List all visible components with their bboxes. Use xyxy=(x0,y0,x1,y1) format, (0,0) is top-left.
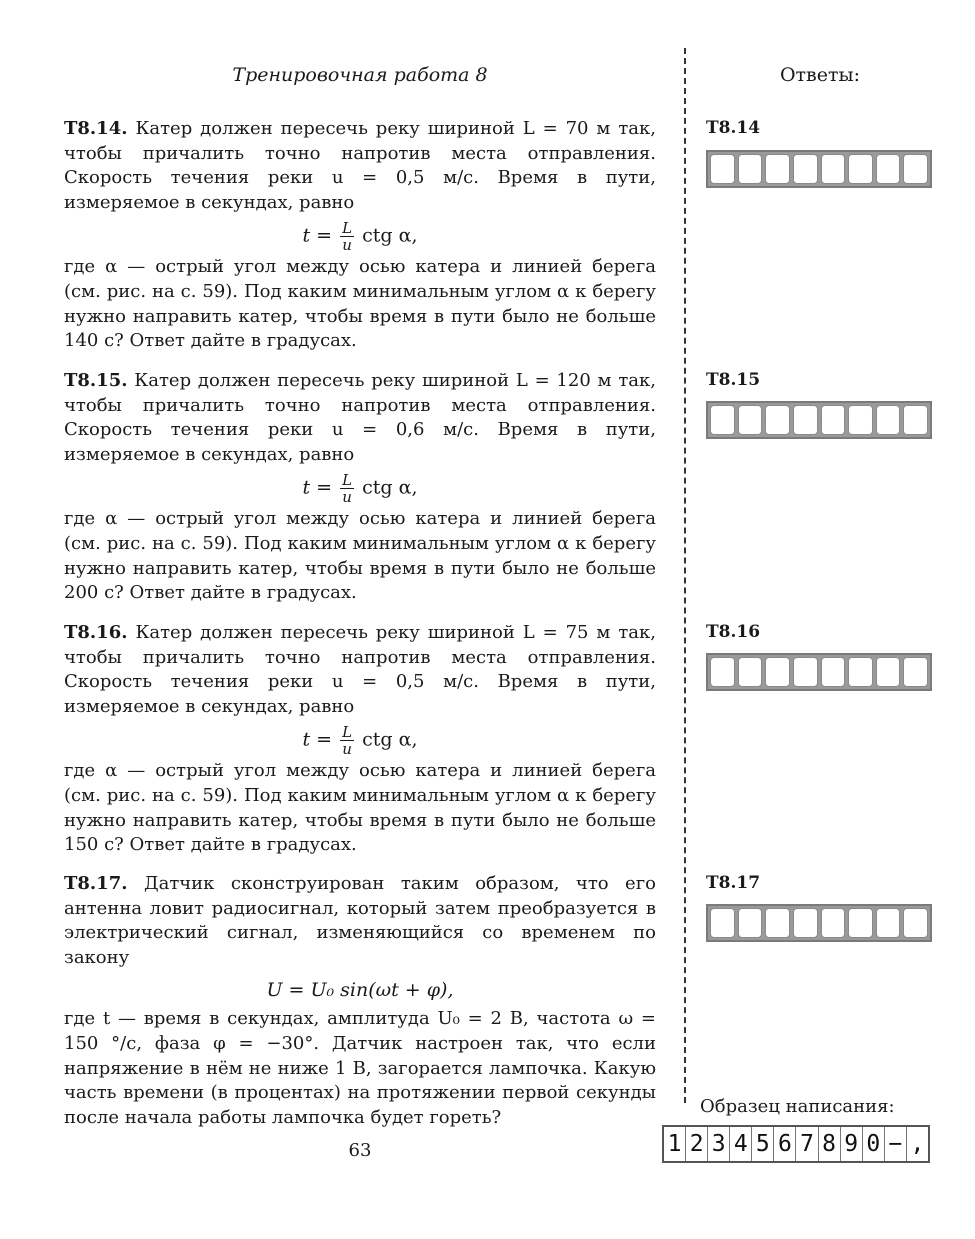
answer-cell[interactable] xyxy=(821,154,846,184)
formula-rhs: ctg α, xyxy=(362,224,418,247)
problem-intro: Катер должен пересечь реку шириной L = 70 м так, чтобы причалить точно напротив места отправления. Скорость течения реки u = 0,5 м/с. Время в пути, измеряемое в секундах, равно xyxy=(64,118,656,213)
sample-digit: 5 xyxy=(752,1127,774,1161)
answer-cell[interactable] xyxy=(903,405,928,435)
answer-cell[interactable] xyxy=(710,908,735,938)
sample-digit: 6 xyxy=(774,1127,796,1161)
answer-label-t8-15: T8.15 xyxy=(706,370,761,390)
answer-cell[interactable] xyxy=(738,657,763,687)
page-header-title: Тренировочная работа 8 xyxy=(232,64,488,86)
sample-digit: 2 xyxy=(686,1127,708,1161)
answer-cell[interactable] xyxy=(821,657,846,687)
sample-digit: 3 xyxy=(708,1127,730,1161)
problem-intro: Катер должен пересечь реку шириной L = 75 м так, чтобы причалить точно напротив места отправления. Скорость течения реки u = 0,5 м/с. Время в пути, измеряемое в секундах, равно xyxy=(64,622,656,717)
answer-box-t8-17[interactable] xyxy=(706,904,932,942)
answer-cell[interactable] xyxy=(738,908,763,938)
fraction xyxy=(340,724,354,757)
sample-digit: 9 xyxy=(841,1127,863,1161)
sample-label: Образец написания: xyxy=(700,1096,895,1117)
fraction-denominator: u xyxy=(342,236,352,255)
fraction-denominator: u xyxy=(342,740,352,759)
problem-question: где α — острый угол между осью катера и линией берега (см. рис. на с. 59). Под каким минимальным углом α к берегу нужно направить катер, чтобы время в пути было не больше 200 с? Ответ дайте в градусах. xyxy=(64,508,656,604)
answer-cell[interactable] xyxy=(876,154,901,184)
problem-intro: Датчик сконструирован таким образом, что его антенна ловит радиосигнал, который затем преобразуется в электрический сигнал, изменяющийся со временем по закону xyxy=(64,873,656,968)
answer-cell[interactable] xyxy=(765,657,790,687)
answer-cell[interactable] xyxy=(793,657,818,687)
fraction-numerator: L xyxy=(342,219,353,238)
formula: U = U₀ sin(ωt + φ), xyxy=(266,979,454,1002)
answer-cell[interactable] xyxy=(876,657,901,687)
answer-cell[interactable] xyxy=(765,154,790,184)
formula xyxy=(64,472,656,505)
problem-t8-14 xyxy=(64,117,656,354)
problem-id: T8.17. xyxy=(64,873,128,894)
problem-id: T8.16. xyxy=(64,622,128,643)
problem-intro: Катер должен пересечь реку шириной L = 120 м так, чтобы причалить точно напротив места отправления. Скорость течения реки u = 0,6 м/с. Время в пути, измеряемое в секундах, равно xyxy=(64,370,656,465)
answers-title: Ответы: xyxy=(779,64,861,86)
answer-cell[interactable] xyxy=(903,908,928,938)
problem-question: где t — время в секундах, амплитуда U₀ = 2 В, частота ω = 150 °/с, фаза φ = −30°. Датчик настроен так, что если напряжение в нём не ниже 1 В, загорается лампочка. Какую часть времени (в процентах) на протяжении первой секунды после начала работы лампочка будет гореть? xyxy=(64,1008,656,1128)
answer-cell[interactable] xyxy=(710,154,735,184)
problem-t8-15 xyxy=(64,369,656,606)
problem-id: T8.14. xyxy=(64,118,128,139)
answer-cell[interactable] xyxy=(710,657,735,687)
sample-digit: − xyxy=(885,1127,907,1161)
answer-cell[interactable] xyxy=(848,154,873,184)
sample-digit: 8 xyxy=(819,1127,841,1161)
answer-cell[interactable] xyxy=(848,405,873,435)
formula-lhs: t = xyxy=(302,476,333,499)
problem-id: T8.15. xyxy=(64,370,128,391)
answer-cell[interactable] xyxy=(765,908,790,938)
answer-cell[interactable] xyxy=(848,657,873,687)
fraction xyxy=(340,472,354,505)
sample-digit: 0 xyxy=(863,1127,885,1161)
answer-cell[interactable] xyxy=(710,405,735,435)
answer-cell[interactable] xyxy=(903,154,928,184)
sample-digit: 4 xyxy=(730,1127,752,1161)
answer-label-t8-17: T8.17 xyxy=(706,873,761,893)
answer-cell[interactable] xyxy=(765,405,790,435)
formula xyxy=(64,724,656,757)
answer-cell[interactable] xyxy=(821,405,846,435)
answer-cell[interactable] xyxy=(903,657,928,687)
fraction xyxy=(340,220,354,253)
sample-digits xyxy=(662,1125,930,1163)
problem-question: где α — острый угол между осью катера и линией берега (см. рис. на с. 59). Под каким минимальным углом α к берегу нужно направить катер, чтобы время в пути было не больше 150 с? Ответ дайте в градусах. xyxy=(64,760,656,856)
answer-cell[interactable] xyxy=(876,908,901,938)
dashed-divider xyxy=(684,48,686,1103)
answer-cell[interactable] xyxy=(793,908,818,938)
sample-digit: 7 xyxy=(796,1127,818,1161)
sample-digit: 1 xyxy=(664,1127,686,1161)
answer-cell[interactable] xyxy=(848,908,873,938)
problem-question: где α — острый угол между осью катера и линией берега (см. рис. на с. 59). Под каким минимальным углом α к берегу нужно направить катер, чтобы время в пути было не больше 140 с? Ответ дайте в градусах. xyxy=(64,256,656,352)
answer-box-t8-16[interactable] xyxy=(706,653,932,691)
fraction-numerator: L xyxy=(342,723,353,742)
formula xyxy=(64,220,656,253)
answer-cell[interactable] xyxy=(738,405,763,435)
fraction-numerator: L xyxy=(342,471,353,490)
answer-cell[interactable] xyxy=(793,154,818,184)
answer-cell[interactable] xyxy=(876,405,901,435)
formula-rhs: ctg α, xyxy=(362,728,418,751)
page-number: 63 xyxy=(348,1140,372,1161)
problem-t8-16 xyxy=(64,621,656,858)
formula-lhs: t = xyxy=(302,224,333,247)
problem-t8-17 xyxy=(64,872,656,1130)
sample-digit: , xyxy=(910,1131,925,1157)
formula-lhs: t = xyxy=(302,728,333,751)
formula-rhs: ctg α, xyxy=(362,476,418,499)
answer-label-t8-16: T8.16 xyxy=(706,622,761,642)
answer-box-t8-14[interactable] xyxy=(706,150,932,188)
answer-cell[interactable] xyxy=(793,405,818,435)
answer-box-t8-15[interactable] xyxy=(706,401,932,439)
answer-label-t8-14: T8.14 xyxy=(706,118,761,138)
answer-cell[interactable] xyxy=(738,154,763,184)
fraction-denominator: u xyxy=(342,488,352,507)
answer-cell[interactable] xyxy=(821,908,846,938)
